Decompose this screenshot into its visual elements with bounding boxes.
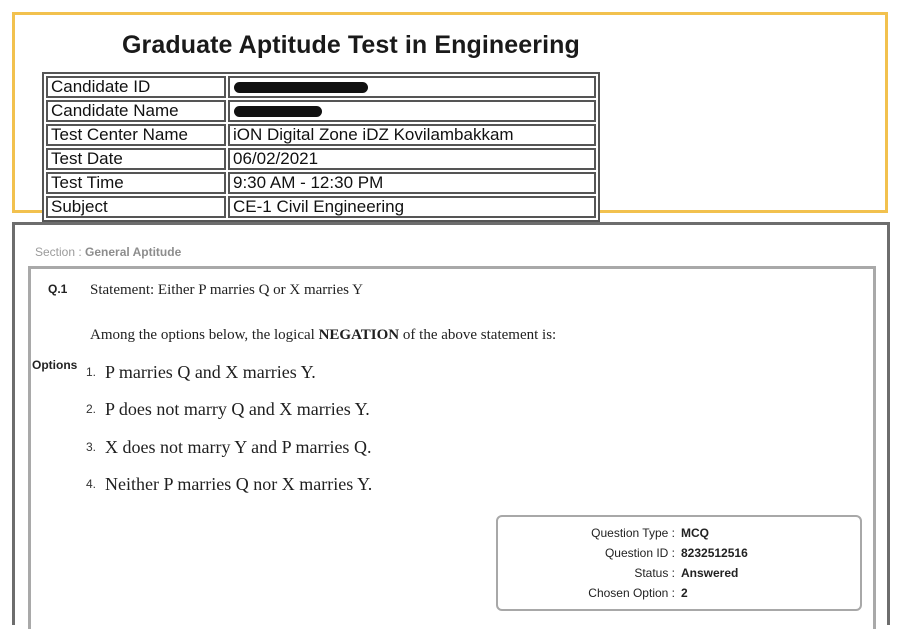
question-meta-box (496, 515, 862, 611)
table-row (46, 124, 596, 146)
prompt-text-after: of the above statement is: (399, 327, 557, 343)
test-date-value: 06/02/2021 (228, 148, 596, 170)
question-prompt (90, 327, 556, 344)
candidate-id-label: Candidate ID (46, 76, 226, 98)
subject-value: CE-1 Civil Engineering (228, 196, 596, 218)
section-name: General Aptitude (85, 245, 182, 259)
option-number: 3. (86, 440, 97, 454)
question-card (28, 266, 876, 629)
question-type-row (498, 526, 709, 540)
option-2[interactable] (86, 399, 370, 420)
candidate-info-panel (12, 12, 888, 216)
option-number: 1. (86, 365, 97, 379)
test-time-value: 9:30 AM - 12:30 PM (228, 172, 596, 194)
option-text: P marries Q and X marries Y. (105, 362, 316, 382)
candidate-name-label: Candidate Name (46, 100, 226, 122)
table-row (46, 148, 596, 170)
question-statement: Statement: Either P marries Q or X marries Y (90, 282, 363, 298)
question-id-row (498, 546, 748, 560)
option-text: Neither P marries Q nor X marries Y. (105, 474, 373, 494)
candidate-info-table (42, 72, 600, 222)
option-text: X does not marry Y and P marries Q. (105, 437, 372, 457)
table-row (46, 100, 596, 122)
prompt-text-before: Among the options below, the logical (90, 327, 319, 343)
option-4[interactable] (86, 474, 372, 495)
status-label: Status : (634, 566, 675, 580)
test-center-value: iON Digital Zone iDZ Kovilambakkam (228, 124, 596, 146)
question-type-label: Question Type : (591, 526, 675, 540)
status-row (498, 566, 739, 580)
section-label (35, 245, 181, 259)
candidate-id-value (228, 76, 596, 98)
test-date-label: Test Date (46, 148, 226, 170)
option-text: P does not marry Q and X marries Y. (105, 399, 370, 419)
subject-label: Subject (46, 196, 226, 218)
section-prefix: Section : (35, 245, 86, 259)
question-id-value: 8232512516 (681, 546, 748, 560)
table-row (46, 76, 596, 98)
redaction-mark (234, 106, 322, 117)
option-number: 4. (86, 477, 97, 491)
status-value: Answered (681, 566, 739, 580)
chosen-option-label: Chosen Option : (588, 586, 675, 600)
table-row (46, 172, 596, 194)
option-1[interactable] (86, 362, 316, 383)
candidate-name-value (228, 100, 596, 122)
question-number: Q.1 (48, 282, 68, 296)
chosen-option-value: 2 (681, 586, 688, 600)
question-panel (12, 222, 890, 625)
question-id-label: Question ID : (604, 546, 675, 560)
test-center-label: Test Center Name (46, 124, 226, 146)
chosen-option-row (498, 586, 688, 600)
redaction-mark (234, 82, 368, 93)
question-type-value: MCQ (681, 526, 709, 540)
exam-title: Graduate Aptitude Test in Engineering (122, 31, 580, 59)
option-number: 2. (86, 402, 97, 416)
options-label: Options (32, 358, 78, 372)
table-row (46, 196, 596, 218)
option-3[interactable] (86, 437, 371, 458)
prompt-emphasis: NEGATION (318, 327, 400, 343)
test-time-label: Test Time (46, 172, 226, 194)
